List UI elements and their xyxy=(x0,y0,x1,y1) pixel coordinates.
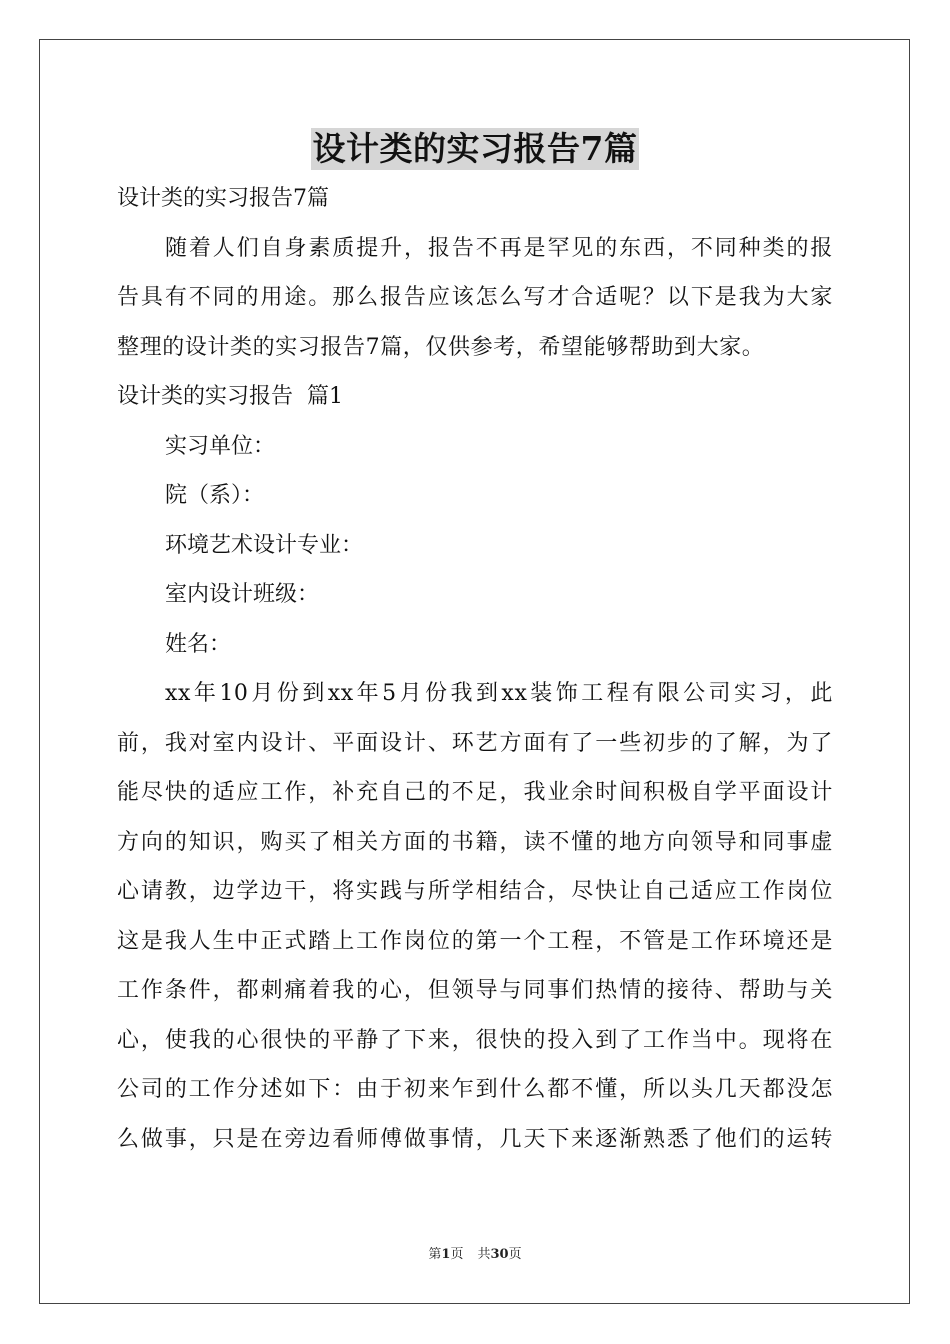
document-title: 设计类的实习报告7篇 xyxy=(312,129,638,168)
body-line-5: 心请教，边学边干，将实践与所学相结合，尽快让自己适应工作岗位 xyxy=(117,879,833,904)
intro-line-1: 随着人们自身素质提升，报告不再是罕见的东西，不同种类的报 xyxy=(165,235,833,261)
body-line-3: 能尽快的适应工作，补充自己的不足，我业余时间积极自学平面设计 xyxy=(117,780,833,805)
field-internship-unit: 实习单位： xyxy=(165,433,276,459)
body-line-4: 方向的知识，购买了相关方面的书籍，读不懂的地方向领导和同事虚 xyxy=(117,829,833,855)
document-subtitle: 设计类的实习报告7篇 xyxy=(117,186,329,211)
body-line-8: 心，使我的心很快的平静了下来，很快的投入到了工作当中。现将在 xyxy=(117,1027,833,1053)
footer-total-prefix: 共 xyxy=(477,1247,491,1262)
title-wrap xyxy=(0,128,950,170)
body-line-10: 么做事，只是在旁边看师傅做事情，几天下来逐渐熟悉了他们的运转 xyxy=(117,1126,833,1152)
footer-page-suffix: 页 xyxy=(450,1247,464,1262)
footer-page-prefix: 第 xyxy=(428,1247,442,1262)
section-heading: 设计类的实习报告 篇1 xyxy=(117,384,343,409)
body-line-2: 前，我对室内设计、平面设计、环艺方面有了一些初步的了解，为了 xyxy=(117,730,833,756)
body-line-6: 这是我人生中正式踏上工作岗位的第一个工程，不管是工作环境还是 xyxy=(117,928,833,954)
page-footer xyxy=(0,1245,950,1265)
field-class: 室内设计班级： xyxy=(165,582,320,607)
body-line-7: 工作条件，都刺痛着我的心，但领导与同事们热情的接待、帮助与关 xyxy=(117,978,833,1003)
intro-line-3: 整理的设计类的实习报告7篇，仅供参考，希望能够帮助到大家。 xyxy=(117,334,765,360)
footer-page-number: 1 xyxy=(441,1247,451,1262)
footer-total-pages: 30 xyxy=(490,1247,509,1262)
document-body xyxy=(117,174,833,1164)
field-name: 姓名： xyxy=(165,631,232,657)
body-line-9: 公司的工作分述如下：由于初来乍到什么都不懂，所以头几天都没怎 xyxy=(117,1077,833,1102)
footer-total-suffix: 页 xyxy=(508,1247,522,1262)
intro-line-2: 告具有不同的用途。那么报告应该怎么写才合适呢？以下是我为大家 xyxy=(117,285,833,310)
field-major: 环境艺术设计专业： xyxy=(165,532,364,558)
body-line-1: xx年10月份到xx年5月份我到xx装饰工程有限公司实习，此 xyxy=(165,681,833,706)
field-department: 院（系）： xyxy=(165,483,265,508)
